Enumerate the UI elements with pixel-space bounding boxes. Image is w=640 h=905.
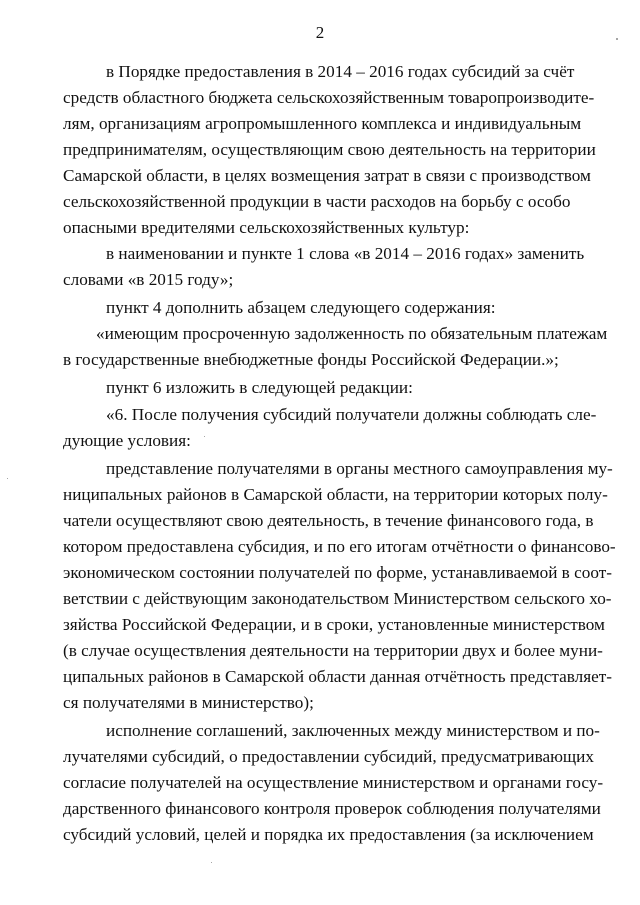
text-line: экономическом состоянии получателей по форме, устанавливаемой в соот- xyxy=(63,563,612,582)
page-number: 2 xyxy=(315,23,325,42)
scan-speck xyxy=(616,38,618,40)
text-line: чатели осуществляют свою деятельность, в течение финансового года, в xyxy=(63,511,594,530)
text-line: предпринимателям, осуществляющим свою деятельность на территории xyxy=(63,140,596,159)
text-line: опасными вредителями сельскохозяйственных культур: xyxy=(63,218,470,237)
scan-speck xyxy=(7,478,8,479)
text-line: зяйства Российской Федерации, и в сроки, установленные министерством xyxy=(63,615,605,634)
text-line: пункт 6 изложить в следующей редакции: xyxy=(106,378,413,397)
text-line: в наименовании и пункте 1 слова «в 2014 – 2016 годах» заменить xyxy=(106,244,585,263)
text-line: средств областного бюджета сельскохозяйственным товаропроизводите- xyxy=(63,88,595,107)
text-line: ниципальных районов в Самарской области, на территории которых полу- xyxy=(63,485,608,504)
text-line: «6. После получения субсидий получатели должны соблюдать сле- xyxy=(106,405,597,424)
scan-speck xyxy=(204,436,205,437)
scan-speck xyxy=(211,862,212,863)
text-line: ципальных районов в Самарской области данная отчётность представляет- xyxy=(63,667,612,686)
text-line: дующие условия: xyxy=(63,431,191,450)
text-line: в государственные внебюджетные фонды Российской Федерации.»; xyxy=(63,350,559,369)
text-line: сельскохозяйственной продукции в части расходов на борьбу с особо xyxy=(63,192,571,211)
text-line: «имеющим просроченную задолженность по обязательным платежам xyxy=(96,324,608,343)
text-line: представление получателями в органы местного самоуправления му- xyxy=(106,459,613,478)
text-line: Самарской области, в целях возмещения затрат в связи с производством xyxy=(63,166,591,185)
text-line: пункт 4 дополнить абзацем следующего содержания: xyxy=(106,298,496,317)
text-line: (в случае осуществления деятельности на территории двух и более муни- xyxy=(63,641,603,660)
text-line: лям, организациям агропромышленного комплекса и индивидуальным xyxy=(63,114,582,133)
text-line: ся получателями в министерство); xyxy=(63,693,314,712)
text-line: в Порядке предоставления в 2014 – 2016 годах субсидий за счёт xyxy=(106,62,575,81)
text-line: ветствии с действующим законодательством Министерством сельского хо- xyxy=(63,589,612,608)
text-line: субсидий условий, целей и порядка их предоставления (за исключением xyxy=(63,825,594,844)
text-line: словами «в 2015 году»; xyxy=(63,270,234,289)
text-line: исполнение соглашений, заключенных между министерством и по- xyxy=(106,721,600,740)
text-line: дарственного финансового контроля проверок соблюдения получателями xyxy=(63,799,601,818)
text-line: согласие получателей на осуществление министерством и органами госу- xyxy=(63,773,604,792)
text-line: лучателями субсидий, о предоставлении субсидий, предусматривающих xyxy=(63,747,594,766)
text-line: котором предоставлена субсидия, и по его итогам отчётности о финансово- xyxy=(63,537,616,556)
